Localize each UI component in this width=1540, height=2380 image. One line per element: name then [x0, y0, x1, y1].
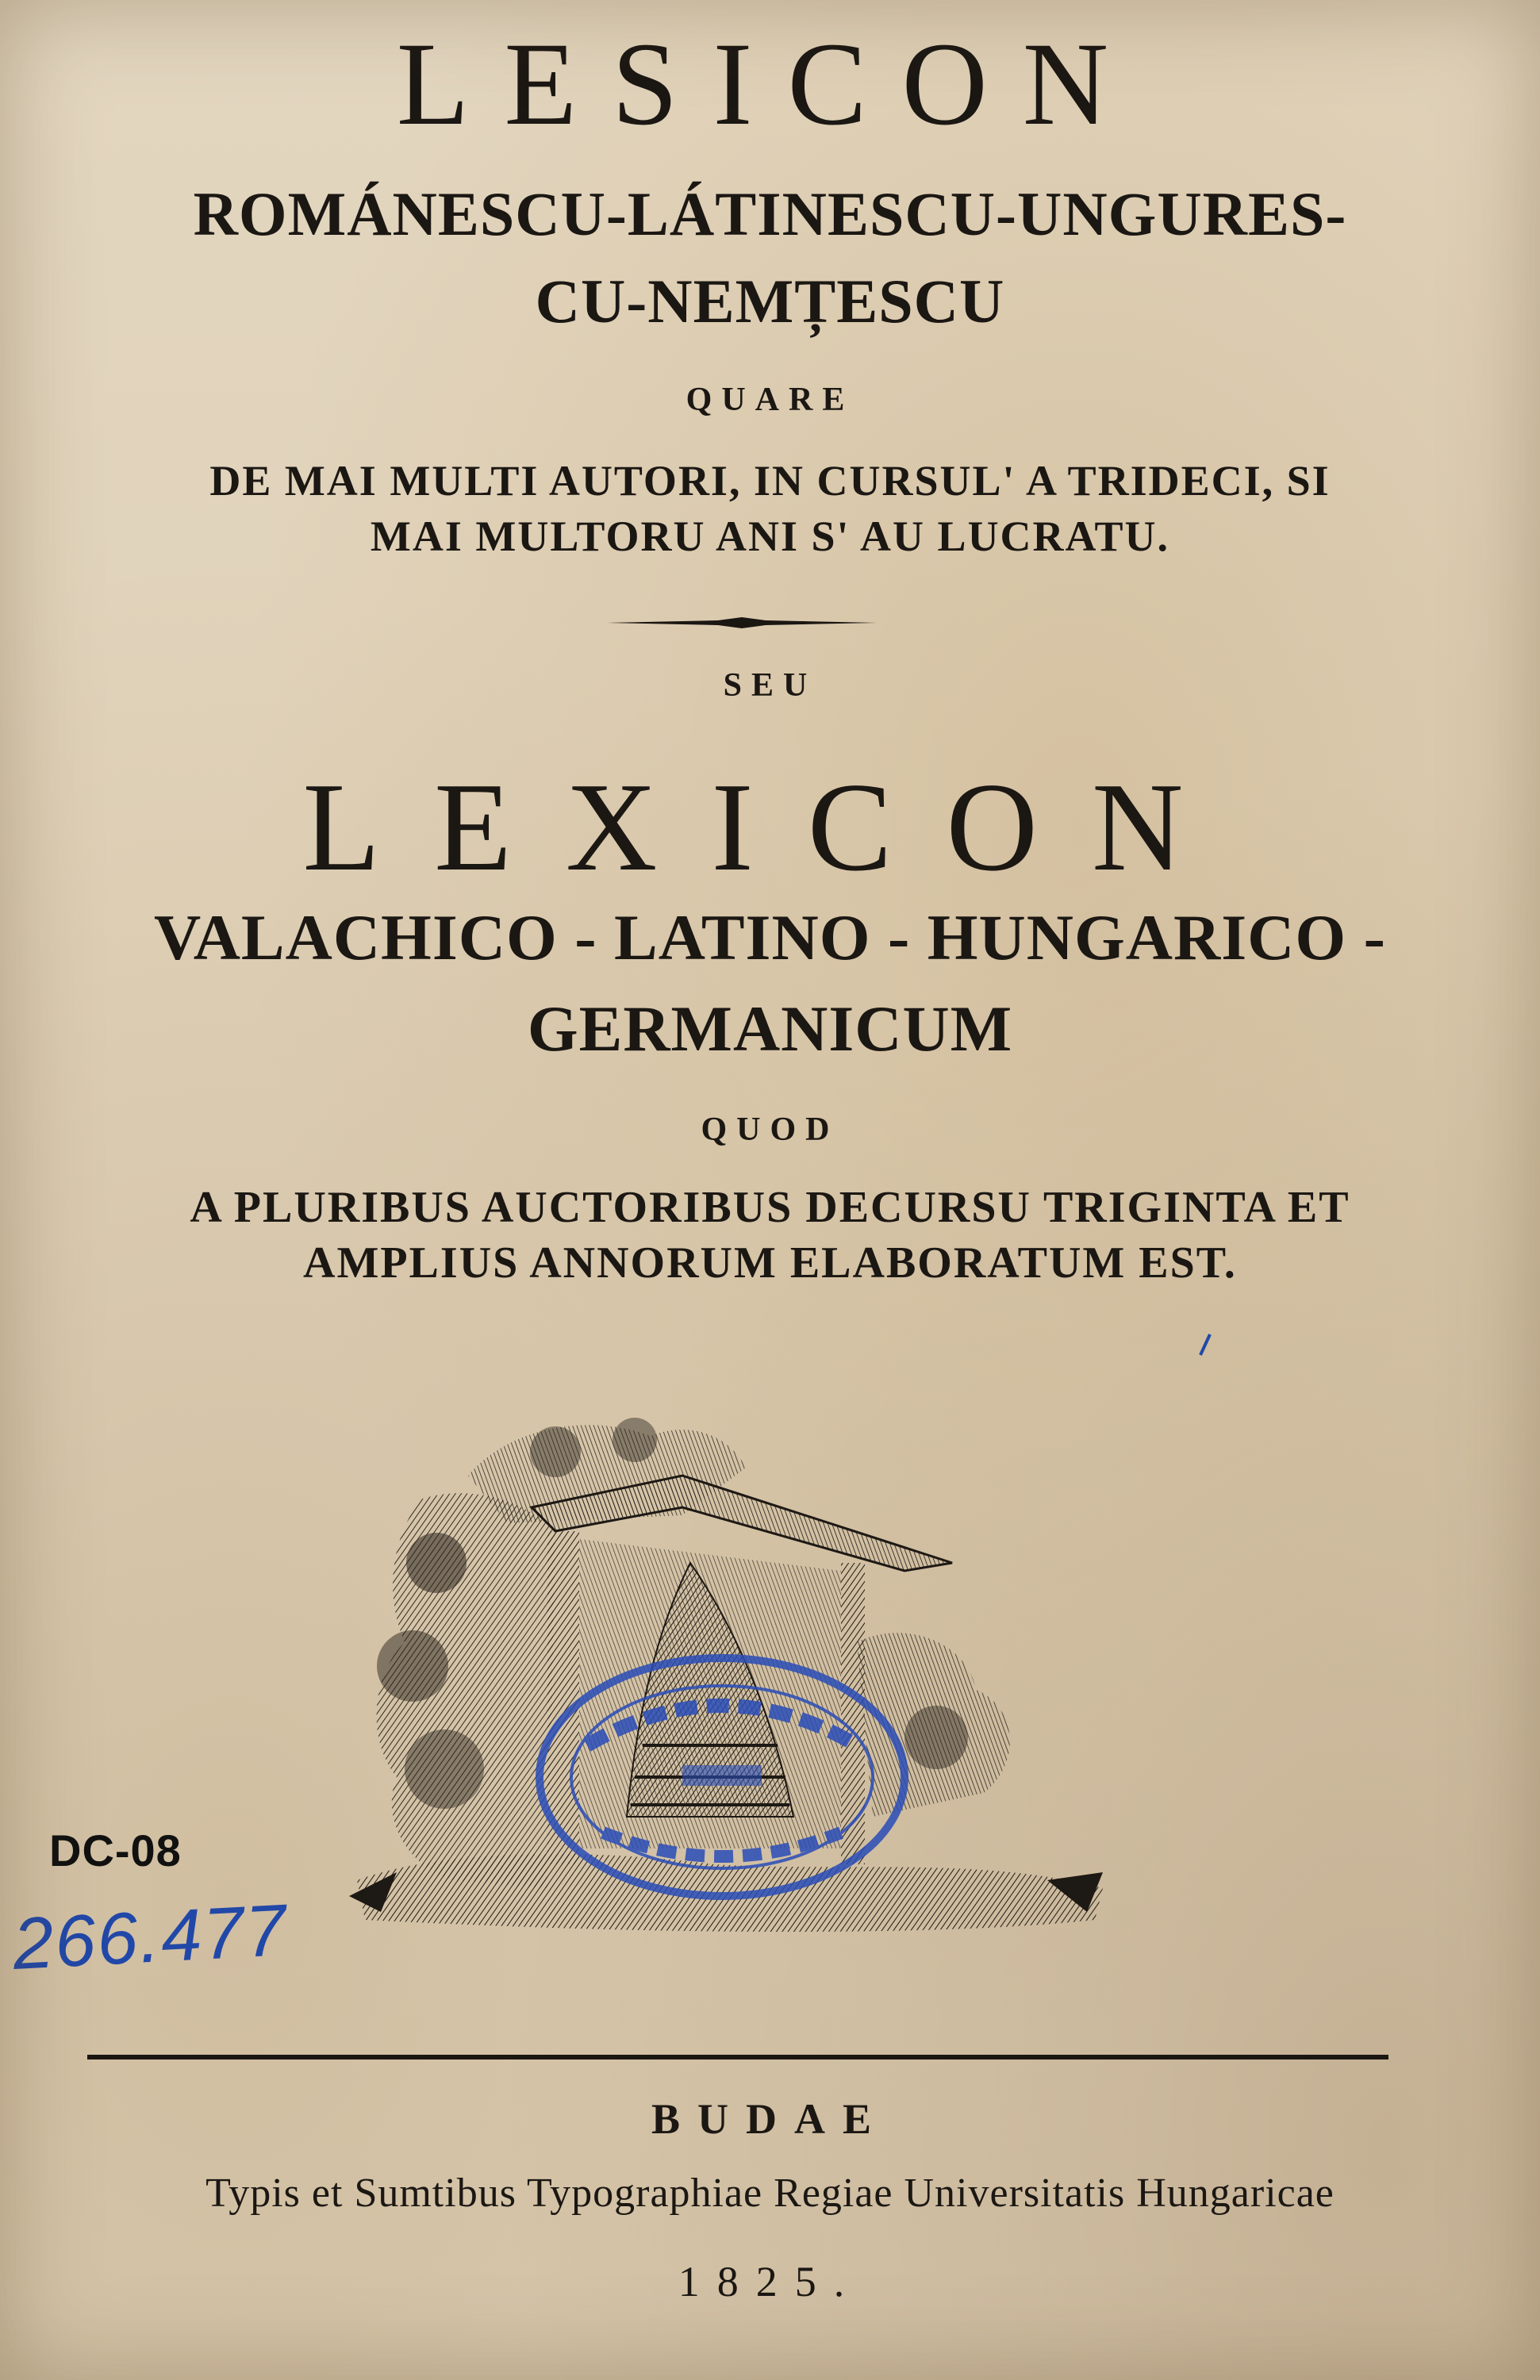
romanian-description-line2: MAI MULTORU ANI S' AU LUCRATU.: [370, 512, 1170, 560]
publication-year: 1825.: [678, 2258, 862, 2305]
foliage-right: [857, 1633, 1010, 1817]
imprint: Typis et Sumtibus Typographiae Regiae Universitatis Hungaricae: [205, 2171, 1335, 2216]
foliage-left: [377, 1493, 555, 1888]
place-of-publication: BUDAE: [651, 2095, 889, 2143]
woodcut-vignette-image: [349, 1404, 1111, 1960]
romanian-title: LESICON: [396, 18, 1144, 150]
romanian-subtitle-line2: CU-NEMȚESCU: [535, 267, 1005, 336]
romanian-subtitle-line1: ROMÁNESCU-LÁTINESCU-UNGURES-: [193, 179, 1347, 248]
latin-subtitle-line1: VALACHICO - LATINO - HUNGARICO -: [154, 901, 1386, 973]
inventory-number: 266.477: [10, 1890, 290, 1985]
ink-tick-mark: [1194, 1333, 1215, 1357]
latin-connector: QUOD: [701, 1111, 839, 1148]
latin-title: LEXICON: [302, 756, 1238, 897]
romanian-connector: QUARE: [686, 382, 854, 418]
decorative-rule: [607, 617, 877, 628]
latin-subtitle-line2: GERMANICUM: [527, 992, 1013, 1065]
shelf-mark: DC-08: [49, 1825, 182, 1875]
alternative-connector: SEU: [723, 667, 817, 704]
bottom-rule: [87, 2055, 1388, 2059]
latin-description-line2: AMPLIUS ANNORUM ELABORATUM EST.: [303, 1238, 1237, 1288]
latin-description-line1: A PLURIBUS AUCTORIBUS DECURSU TRIGINTA ET: [190, 1183, 1350, 1232]
romanian-description-line1: DE MAI MULTI AUTORI, IN CURSUL' A TRIDECI, SI: [209, 457, 1331, 505]
